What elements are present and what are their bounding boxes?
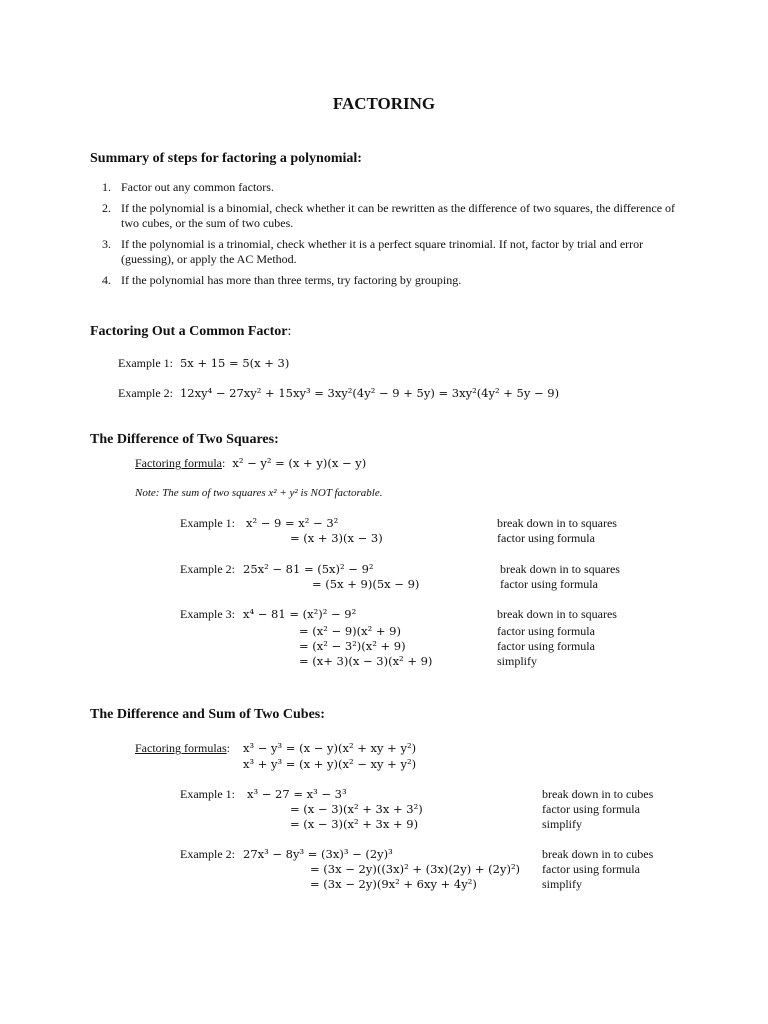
page-title: FACTORING xyxy=(332,94,436,113)
cu-ex1-note: break down in to cubes xyxy=(542,787,654,801)
sq-ex3-note: factor using formula xyxy=(497,639,595,653)
step-text: Factor out any common factors. xyxy=(121,180,274,194)
common-example-2 xyxy=(118,386,559,401)
step-item xyxy=(102,201,682,231)
cu-ex2-label: Example 2: xyxy=(180,847,235,861)
step-item xyxy=(102,180,682,195)
sq-ex3-line: = (x² − 3²)(x² + 9) xyxy=(299,639,406,653)
common-factor-heading xyxy=(90,324,291,340)
cu-ex1-line: = (x − 3)(x² + 3x + 3²) xyxy=(290,802,423,816)
cu-ex1-label: Example 1: xyxy=(180,787,235,801)
example-label: Example 1: xyxy=(118,356,173,370)
heading-colon: : xyxy=(287,324,292,339)
sq-ex3-note: factor using formula xyxy=(497,624,595,638)
squares-heading: The Difference of Two Squares: xyxy=(90,432,279,447)
step-number: 2. xyxy=(102,201,111,215)
step-item xyxy=(102,237,682,267)
sq-ex1-label: Example 1: xyxy=(180,516,235,530)
sq-ex2-line: 25x² − 81 = (5x)² − 9² xyxy=(243,562,374,576)
step-text: If the polynomial has more than three terms, try factoring by grouping. xyxy=(121,273,462,287)
example-label: Example 2: xyxy=(118,386,173,400)
step-number: 4. xyxy=(102,273,111,287)
squares-note: Note: The sum of two squares x² + y² is NOT factorable. xyxy=(135,487,383,499)
formula-label: Factoring formula xyxy=(135,456,222,470)
sq-ex1-line: x² − 9 = x² − 3² xyxy=(246,516,339,530)
sq-ex3-note: break down in to squares xyxy=(497,607,617,621)
formula-colon: : xyxy=(221,456,226,470)
step-number: 3. xyxy=(102,237,111,251)
sq-ex2-note: break down in to squares xyxy=(500,562,620,576)
cu-ex2-line: = (3x − 2y)(9x² + 6xy + 4y²) xyxy=(310,877,477,891)
cubes-heading: The Difference and Sum of Two Cubes: xyxy=(90,707,325,722)
example-math: 5x + 15 = 5(x + 3) xyxy=(179,356,290,370)
sq-ex3-label: Example 3: xyxy=(180,607,235,621)
steps-list xyxy=(102,180,682,294)
common-factor-heading-text: Factoring Out a Common Factor xyxy=(90,324,288,339)
example-math: 12xy⁴ − 27xy² + 15xy³ = 3xy²(4y² − 9 + 5y) = 3xy²(4y² + 5y − 9) xyxy=(179,386,560,400)
cu-ex1-note: simplify xyxy=(542,817,583,831)
sq-ex1-note: factor using formula xyxy=(497,531,595,545)
formula-math: x² − y² = (x + y)(x − y) xyxy=(232,456,367,470)
sq-ex3-line: = (x² − 9)(x² + 9) xyxy=(299,624,401,638)
cu-ex2-line: 27x³ − 8y³ = (3x)³ − (2y)³ xyxy=(243,847,393,861)
cubes-formula-line: x³ − y³ = (x − y)(x² + xy + y²) xyxy=(243,741,417,755)
sq-ex1-line: = (x + 3)(x − 3) xyxy=(290,531,383,545)
cu-ex2-note: factor using formula xyxy=(542,862,640,876)
sq-ex2-line: = (5x + 9)(5x − 9) xyxy=(312,577,420,591)
sq-ex3-line: = (x+ 3)(x − 3)(x² + 9) xyxy=(299,654,433,668)
summary-heading: Summary of steps for factoring a polynomial: xyxy=(90,151,362,166)
sq-ex3-note: simplify xyxy=(497,654,538,668)
step-text: If the polynomial is a trinomial, check whether it is a perfect square trinomial. If not, factor by trial and error (guessing), or apply the AC Method. xyxy=(121,237,644,266)
cubes-formula-label xyxy=(135,741,230,756)
cu-ex1-note: factor using formula xyxy=(542,802,640,816)
cu-ex2-note: break down in to cubes xyxy=(542,847,654,861)
step-text: If the polynomial is a binomial, check whether it can be rewritten as the difference of two squares, the difference of two cubes, or the sum of two cubes. xyxy=(121,201,676,230)
sq-ex2-label: Example 2: xyxy=(180,562,235,576)
sq-ex2-note: factor using formula xyxy=(500,577,598,591)
formula-label: Factoring formulas xyxy=(135,741,227,755)
cubes-formula-line: x³ + y³ = (x + y)(x² − xy + y²) xyxy=(243,757,417,771)
cu-ex2-line: = (3x − 2y)((3x)² + (3x)(2y) + (2y)²) xyxy=(310,862,521,876)
formula-colon: : xyxy=(226,741,230,755)
sq-ex1-note: break down in to squares xyxy=(497,516,617,530)
step-item xyxy=(102,273,682,288)
squares-formula xyxy=(135,456,366,471)
cu-ex2-note: simplify xyxy=(542,877,583,891)
common-example-1 xyxy=(118,356,289,371)
cu-ex1-line: = (x − 3)(x² + 3x + 9) xyxy=(290,817,419,831)
sq-ex3-line: x⁴ − 81 = (x²)² − 9² xyxy=(243,607,357,621)
step-number: 1. xyxy=(102,180,111,194)
cu-ex1-line: x³ − 27 = x³ − 3³ xyxy=(247,787,347,801)
